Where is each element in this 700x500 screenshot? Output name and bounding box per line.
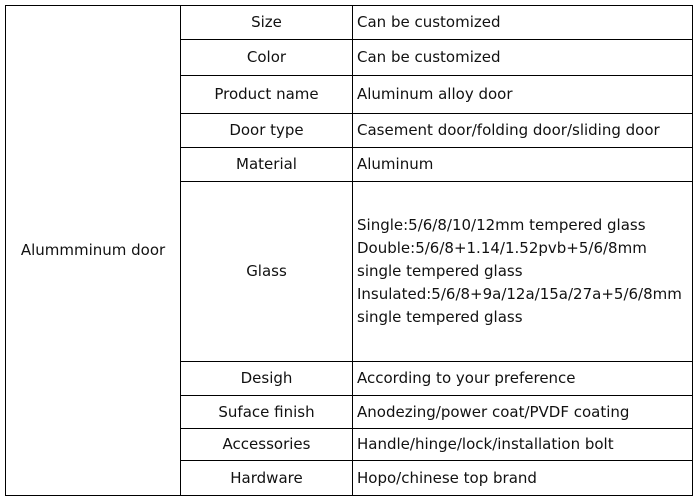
value-cell: Can be customized	[353, 6, 693, 40]
value-cell: Casement door/folding door/sliding door	[353, 114, 693, 148]
attribute-cell: Suface finish	[181, 396, 353, 429]
glass-line: Double:5/6/8+1.14/1.52pvb+5/6/8mm single tempered glass	[357, 239, 647, 280]
attribute-cell: Product name	[181, 76, 353, 114]
attribute-cell: Accessories	[181, 429, 353, 461]
attribute-cell: Color	[181, 40, 353, 76]
table-row	[6, 6, 693, 40]
attribute-cell: Material	[181, 148, 353, 182]
value-cell: Can be customized	[353, 40, 693, 76]
attribute-cell: Door type	[181, 114, 353, 148]
product-name-cell: Alummminum door	[6, 6, 181, 496]
attribute-cell: Desigh	[181, 362, 353, 396]
value-cell: According to your preference	[353, 362, 693, 396]
glass-value-cell	[353, 182, 693, 362]
attribute-cell: Hardware	[181, 461, 353, 496]
value-cell: Aluminum alloy door	[353, 76, 693, 114]
value-cell: Hopo/chinese top brand	[353, 461, 693, 496]
glass-line: Single:5/6/8/10/12mm tempered glass	[357, 216, 646, 234]
attribute-cell: Glass	[181, 182, 353, 362]
value-cell: Anodezing/power coat/PVDF coating	[353, 396, 693, 429]
value-cell: Handle/hinge/lock/installation bolt	[353, 429, 693, 461]
glass-line: Insulated:5/6/8+9a/12a/15a/27a+5/6/8mm single tempered glass	[357, 285, 682, 326]
spec-table	[5, 5, 693, 496]
value-cell: Aluminum	[353, 148, 693, 182]
attribute-cell: Size	[181, 6, 353, 40]
